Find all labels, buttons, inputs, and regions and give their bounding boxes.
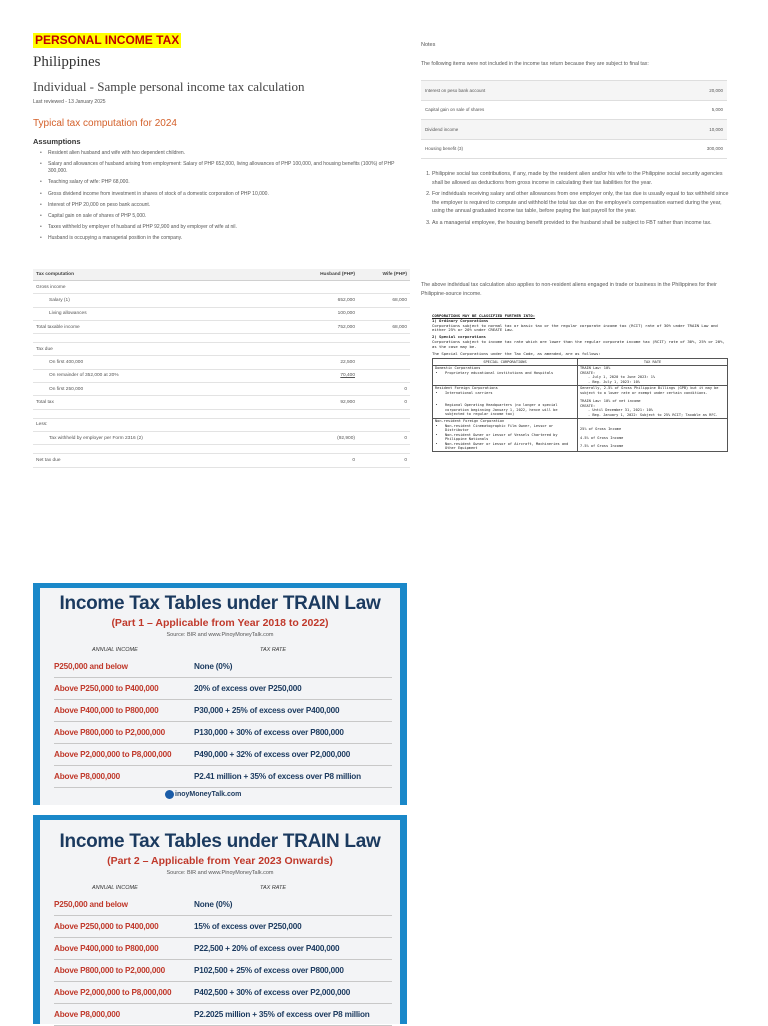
table-row [421,81,727,101]
rate-text: Until December 31, 2021: 10% [592,408,653,413]
husband-value: 70,400 [340,373,355,379]
assumption-item: • Salary and allowances of husband arising from employment: Salary of PHP 652,000, living allowances of PHP 100,000, and housing benefits (100%) of PHP 300,000. [40,161,410,175]
assumptions-list [40,150,410,247]
rate-text: Generally, 2.5% of Gross Philippine Billings (GPB) but it may be subject to a lower rate or exempt under certain conditions. [580,386,719,395]
rate-text: CREATE: [580,370,596,375]
table-row [33,383,410,396]
category-label: Domestic Corporations [435,366,481,371]
table-row [33,418,410,431]
rate-text: 25% of Gross Income [580,427,622,432]
income-range: Above P800,000 to P2,000,000 [54,966,165,975]
tax-rate: P2.2025 million + 35% of excess over P8 million [194,1010,370,1019]
country-heading: Philippines [33,54,101,70]
brand-text: inoyMoneyTalk.com [175,791,242,798]
tax-rate-header: TAX RATE [260,885,287,891]
rate-text: 7.5% of Gross Income [580,444,624,449]
tax-rate: P490,000 + 32% of excess over P2,000,000 [194,750,351,759]
bracket-row [54,722,392,744]
tax-rate: P402,500 + 30% of excess over P2,000,000 [194,988,351,997]
item-value: 300,000 [647,139,727,159]
note-item: 1. Philippine social tax contributions, if any, made by the resident alien and/or his wife to the Philippine social security agencies shall be allowed as deductions from gross income in calculating their tax liabilities for the year. [432,170,732,187]
table-row [33,294,410,307]
income-range: Above P800,000 to P2,000,000 [54,728,165,737]
husband-value: 752,000 [263,320,358,333]
tax-rate: P130,000 + 30% of excess over P800,000 [194,728,344,737]
table-header-row [33,269,410,281]
assumption-item: • Interest of PHP 20,000 on peso bank account. [40,202,410,209]
wife-value: 0 [358,431,410,444]
list-item: • Proprietary educational institutions and Hospitals [445,371,575,376]
husband-value: 92,900 [263,396,358,409]
bracket-row [54,916,392,938]
tax-rate: None (0%) [194,662,233,671]
notes-list [421,170,732,231]
page-subtitle: Individual - Sample personal income tax calculation [33,79,305,94]
rate-text: TRAIN Law: 10% [580,366,611,371]
tax-rate: P102,500 + 25% of excess over P800,000 [194,966,344,975]
bracket-row [54,678,392,700]
income-range: Above P400,000 to P800,000 [54,706,159,715]
train-table-part: (Part 1 – Applicable from Year 2018 to 2022) [111,617,329,629]
tax-rate: P30,000 + 25% of excess over P400,000 [194,706,340,715]
note-item: 3. As a managerial employee, the housing benefit provided to the husband shall be subject to FBT rather than income tax. [432,219,732,228]
list-item: • Regional Operating Headquarters (no longer a special corporation beginning January 1, 2022, hence will be subjected to regular income tax) [445,403,575,417]
item-label: Housing benefit (3) [421,139,647,159]
wife-value [358,369,410,382]
special-corporations-text: Corporations subject to income tax rate which are lower than the regular corporate income tax (RCIT) rate of 30%, 25% or 20%, as the case may be. [432,338,725,349]
notes-intro: The following items were not included in the income tax return because they are subject to final tax: [421,61,649,67]
rate-text: July 1, 2020 to June 2023: 1% [592,375,656,380]
income-range: Above P400,000 to P800,000 [54,944,159,953]
tax-brackets [54,894,392,1026]
row-label: Total tax [33,396,263,409]
ordinary-corporations-text: Corporations subject to normal tax or basic tax or the regular corporate income tax (RCIT) rate of 30% under TRAIN Law and either 25% or 20% under CREATE Law. [432,322,718,333]
row-label: Less: [33,418,263,431]
bracket-row [54,766,392,788]
bracket-row [54,700,392,722]
tax-rate: None (0%) [194,900,233,909]
wife-value: 0 [358,383,410,396]
table-row [33,281,410,294]
tax-rate: 20% of excess over P250,000 [194,684,302,693]
income-range: P250,000 and below [54,900,128,909]
bracket-row [54,938,392,960]
last-reviewed-date: Last reviewed - 13 January 2025 [33,99,106,105]
table-row [33,307,410,320]
income-range: Above P8,000,000 [54,1010,120,1019]
income-range: Above P250,000 to P400,000 [54,922,159,931]
table-row [33,369,410,382]
item-value: 20,000 [647,81,727,101]
note-item: 2. For individuals receiving salary and other allowances from one employer only, the tax due is usually equal to tax withheld since the employer is required to compute and withhold the total tax due on the employee's compensation earned during the year, using the annual graduated income tax table, before paying the last payroll for the year. [432,190,732,216]
table-row [421,100,727,120]
table-row [33,320,410,333]
train-table-source: Source: BIR and www.PinoyMoneyTalk.com [166,870,274,876]
train-table-title: Income Tax Tables under TRAIN Law [59,593,381,614]
tax-computation-table [33,269,410,468]
tax-rate-header: TAX RATE [260,647,287,653]
list-item: • Non-resident Owner or Lessor of Aircraft, Machineries and Other Equipment [445,442,575,451]
table-row [421,139,727,159]
list-item: • Non-resident Owner or Lessor of Vessels Chartered by Philippine Nationals [445,433,575,442]
item-label: Dividend income [421,120,647,140]
document-title: PERSONAL INCOME TAX [35,33,180,47]
bracket-row [54,894,392,916]
assumptions-heading: Assumptions [33,137,81,146]
spacer-row [33,334,410,343]
wife-value: 0 [358,454,410,467]
assumption-item: • Teaching salary of wife: PHP 68,000. [40,179,410,186]
ordinary-corporations-title: 1) Ordinary Corporations [432,317,489,323]
row-label: On first 250,000 [33,383,263,396]
item-label: Interest on peso bank account [421,81,647,101]
row-label: Salary (1) [33,294,263,307]
brand-logo-icon [165,790,174,799]
item-value: 5,000 [647,100,727,120]
row-label: Tax due [33,343,263,356]
income-range: Above P8,000,000 [54,772,120,781]
train-table-part: (Part 2 – Applicable from Year 2023 Onwards) [107,855,333,867]
train-law-table-part1 [33,583,407,805]
assumption-item: • Capital gain on sale of shares of PHP 5,000. [40,213,410,220]
spacer-row [33,445,410,454]
special-corporations-title: 2) Special corporations [432,334,486,340]
corporations-excerpt [432,314,727,452]
corporations-heading: CORPORATIONS MAY BE CLASSIFIED FURTHER INTO: [432,313,536,318]
husband-value: 652,000 [263,294,358,307]
list-item: • International carriers [445,391,575,396]
train-table-source: Source: BIR and www.PinoyMoneyTalk.com [166,632,274,638]
rate-text: CREATE: [580,403,596,408]
row-label: On remainder of 352,000 at 20% [33,369,263,382]
husband-value [263,383,358,396]
section-title: Typical tax computation for 2024 [33,118,177,129]
bracket-row [54,744,392,766]
rate-text: Beg. January 1, 2022: Subject to 25% RCIT; Taxable as RFC. [592,412,718,417]
wife-value: 68,000 [358,294,410,307]
rate-text: 4.5% of Gross Income [580,435,624,440]
notes-heading: Notes [421,42,436,48]
row-label: Gross income [33,281,263,294]
income-range: Above P250,000 to P400,000 [54,684,159,693]
train-table-title: Income Tax Tables under TRAIN Law [59,831,381,852]
bracket-row [54,960,392,982]
row-label: On first 400,000 [33,356,263,369]
row-label: Tax withheld by employer per Form 2316 (2) [33,431,263,444]
income-range: P250,000 and below [54,662,128,671]
column-header: Husband (PHP) [263,269,358,281]
income-range: Above P2,000,000 to P8,000,000 [54,988,172,997]
husband-value: 22,500 [263,356,358,369]
table-row [421,120,727,140]
wife-value: 0 [358,396,410,409]
final-tax-items-table [421,80,727,159]
assumption-item: • Resident alien husband and wife with two dependent children. [40,150,410,157]
income-range: Above P2,000,000 to P8,000,000 [54,750,172,759]
table-row [33,454,410,467]
wife-value: 68,000 [358,320,410,333]
table-row [433,418,728,452]
table-row [33,431,410,444]
list-item: • Non-resident Cinematographic Film Owner, Lessor or Distributor [445,424,575,433]
column-header: TAX RATE [578,359,728,366]
table-row [33,396,410,409]
wife-value [358,356,410,369]
row-label: Total taxable income [33,320,263,333]
category-label: Resident Foreign Corporations [435,386,498,391]
assumption-item: • Taxes withheld by employer of husband at PHP 92,900 and by employer of wife at nil. [40,224,410,231]
pinoymoneytalk-brand [165,790,241,799]
wife-value [358,307,410,320]
husband-value: 100,000 [263,307,358,320]
annual-income-header: ANNUAL INCOME [92,647,138,653]
column-header: SPECIAL CORPORATIONS [433,359,578,366]
column-header: Tax computation [33,269,263,281]
tax-rate: P22,500 + 20% of excess over P400,000 [194,944,340,953]
tax-brackets [54,656,392,788]
train-law-table-part2 [33,815,407,1024]
table-row: Domestic Corporations • Proprietary educational institutions and Hospitals TRAIN Law: 10% CREATE: - July 1, 2020 to June 2023: 1% - Beg. July 1, 2023: 10% [433,365,728,385]
tax-rate: 15% of excess over P250,000 [194,922,302,931]
assumption-item: • Gross dividend income from investment in shares of stock of a domestic corporation of PHP 10,000. [40,191,410,198]
table-row: Resident Foreign Corporations • International carriers • Regional Operating Headquarters (no longer a special corporation beginning January 1, 2022, hence will be subjected to regular income tax) Generally, 2.5% of Gross Philippine Billings (GPB) but it may be subject to a lower rate or exempt under certain conditions. TRAIN Law: 10% of net income CREATE: - Until December 31, 2021: 10% - Beg. January 1, 2022: Subject to 25% RCIT; Taxable as RFC. [433,385,728,418]
bracket-row [54,1004,392,1026]
bracket-row [54,656,392,678]
assumption-item: • Husband is occupying a managerial position in the company. [40,235,410,242]
spacer-row [33,409,410,418]
row-label: Living allowances [33,307,263,320]
column-header: Wife (PHP) [358,269,410,281]
row-label: Net tax due [33,454,263,467]
table-row [33,356,410,369]
husband-value: 0 [263,454,358,467]
bracket-row [54,982,392,1004]
special-corporations-intro: The Special Corporations under the Tax Code, as amended, are as follows: [432,350,601,356]
category-label: Non-resident Foreign Corporation [435,419,505,424]
rate-text: Beg. July 1, 2023: 10% [592,379,640,384]
husband-value: (92,900) [263,431,358,444]
tax-rate: P2.41 million + 35% of excess over P8 million [194,772,361,781]
item-value: 10,000 [647,120,727,140]
item-label: Capital gain on sale of shares [421,100,647,120]
annual-income-header: ANNUAL INCOME [92,885,138,891]
table-row [33,343,410,356]
special-corporations-table [432,358,728,452]
rate-text: TRAIN Law: 10% of net income [580,399,641,404]
notes-closing-paragraph: The above individual tax calculation also applies to non-resident aliens engaged in trade or business in the Philippines for their Philippine-source income. [421,282,717,297]
